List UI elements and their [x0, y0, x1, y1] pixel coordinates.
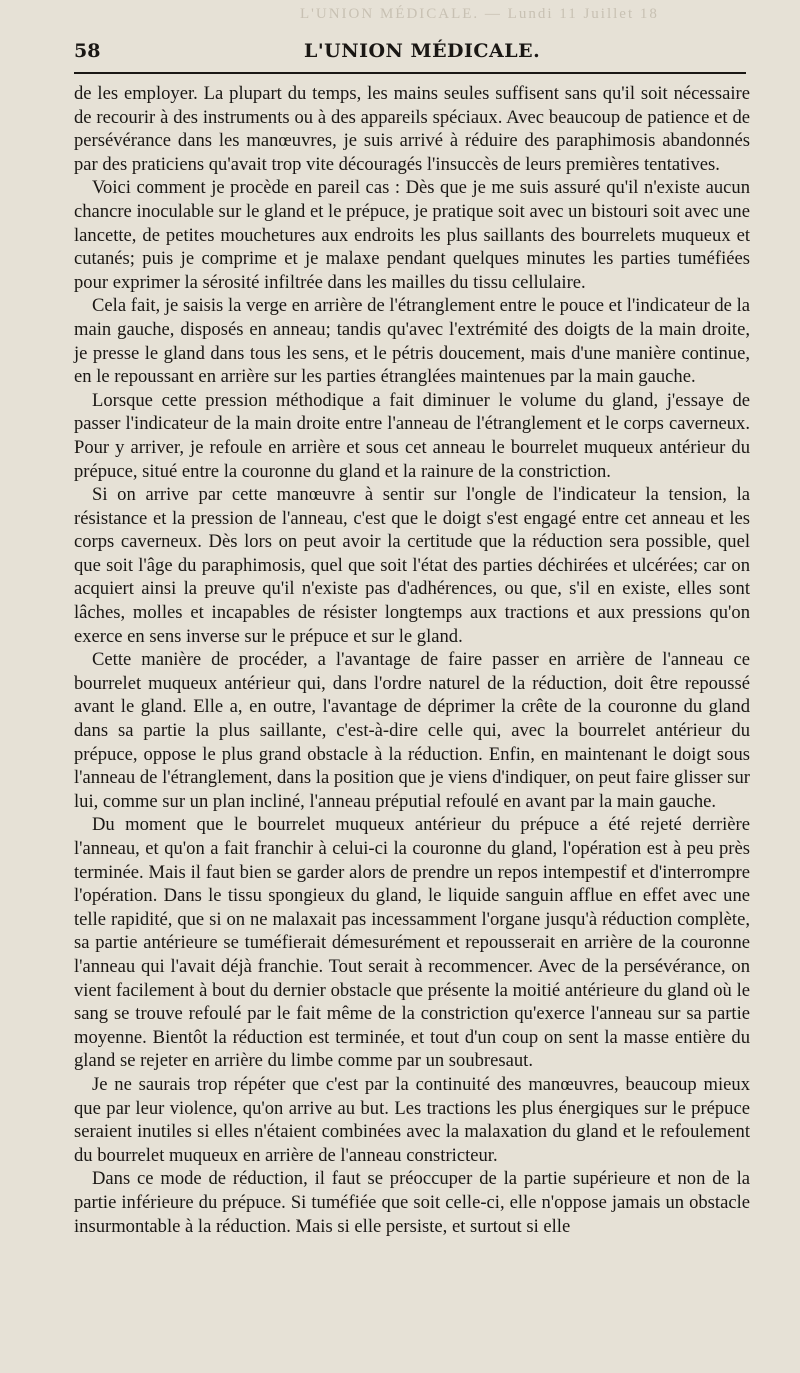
paragraph-7: Du moment que le bourrelet muqueux antérieur du prépuce a été rejeté derrière l'anneau, et qu'on a fait franchir à celui-ci la couronne du gland, l'opération est à peu près terminée. Mais il faut bien se garder alors de prendre un repos intempestif et d'interrompre l'opération. Dans le tissu spongieux du gland, le liquide sanguin afflue en effet avec une telle rapidité, que si on ne malaxait pas incessamment l'organe jusqu'à réduction complète, sa partie antérieure se tuméfierait démesurément et repousserait en arrière de la couronne l'anneau qui l'avait déjà franchie. Tout serait à recommencer. Avec de la persévérance, on vient facilement à bout du dernier obstacle que présente la moitié antérieure du gland où le sang se trouve refoulé par le fait même de la constriction qu'exerce l'anneau sur sa partie moyenne. Bientôt la réduction est terminée, et tout d'un coup on sent la masse entière du gland se rejeter en arrière du limbe comme par un soubresaut. [74, 814, 750, 1072]
paragraph-5: Si on arrive par cette manœuvre à sentir sur l'ongle de l'indicateur la tension, la résistance et la pression de l'anneau, c'est que le doigt s'est engagé entre cet anneau et les corps caverneux. Dès lors on peut avoir la certitude que la réduction sera possible, quel que soit l'âge du paraphimosis, quel que soit l'état des parties déchirées et ulcérées; car on acquiert ainsi la preuve qu'il n'existe pas d'adhérences, ou que, s'il en existe, elles sont lâches, molles et incapables de résister longtemps aux tractions et aux pressions qu'on exerce en sens inverse sur le prépuce et sur le gland. [74, 484, 750, 647]
paragraph-8: Je ne saurais trop répéter que c'est par la continuité des manœuvres, beaucoup mieux que par leur violence, qu'on arrive au but. Les tractions les plus énergiques sur le prépuce seraient inutiles si elles n'étaient combinées avec la malaxation du gland et le refoulement du bourrelet muqueux en arrière de l'anneau constricteur. [74, 1073, 750, 1166]
paragraph-4: Lorsque cette pression méthodique a fait diminuer le volume du gland, j'essaye de passer l'indicateur de la main droite entre l'anneau de l'étranglement et le corps caverneux. Pour y arriver, je refoule en arrière et sous cet anneau le bourrelet muqueux antérieur du prépuce, situé entre la couronne du gland et la rainure de la constriction. [74, 389, 750, 482]
paragraph-1: de les employer. La plupart du temps, les mains seules suffisent sans qu'il soit nécessaire de recourir à des instruments ou à des appareils spéciaux. Avec beaucoup de patience et de persévérance dans les manœuvres, je suis arrivé à réduire des paraphimosis abandonnés par des praticiens qu'avait trop vite découragés l'insuccès de leurs premières tentatives. [74, 83, 750, 175]
paragraph-2: Voici comment je procède en pareil cas : Dès que je me suis assuré qu'il n'existe aucun chancre inoculable sur le gland et le prépuce, je pratique soit avec un bistouri soit avec une lancette, de petites mouchetures aux endroits les plus saillants des bourrelets muqueux et cutanés; puis je comprime et je malaxe pendant quelques minutes les parties tuméfiées pour exprimer la sérosité infiltrée dans les mailles du tissu cellulaire. [74, 177, 750, 293]
paragraph-6: Cette manière de procéder, a l'avantage de faire passer en arrière de l'anneau ce bourrelet muqueux antérieur qui, dans l'ordre naturel de la réduction, doit être repoussé avant le gland. Elle a, en outre, l'avantage de déprimer la crête de la couronne du gland dans sa partie la plus saillante, c'est-à-dire celle qui, avec la bourrelet antérieur du prépuce, oppose le plus grand obstacle à la réduction. Enfin, en maintenant le doigt sous l'anneau de l'étranglement, dans la position que je viens d'indiquer, on peut faire glisser sur lui, comme sur un plan incliné, l'anneau préputial refoulé en avant par la main gauche. [74, 649, 750, 812]
journal-title: L'UNION MÉDICALE. [304, 40, 541, 62]
paragraph-3: Cela fait, je saisis la verge en arrière de l'étranglement entre le pouce et l'indicateur de la main gauche, disposés en anneau; tandis qu'avec l'extrémité des doigts de la main droite, je presse le gland dans tous les sens, et le pétris doucement, mais d'une manière continue, en le repoussant en arrière sur les parties étranglées maintenues par la main gauche. [74, 295, 750, 388]
bleed-through-text: L'UNION MÉDICALE. — Lundi 11 Juillet 18 [300, 6, 659, 22]
page-number: 58 [74, 40, 101, 62]
header-rule [74, 72, 746, 74]
article-body [74, 82, 750, 1238]
paragraph-9: Dans ce mode de réduction, il faut se préoccuper de la partie supérieure et non de la partie inférieure du prépuce. Si tuméfiée que soit celle-ci, elle n'oppose jamais un obstacle insurmontable à la réduction. Mais si elle persiste, et surtout si elle [74, 1168, 750, 1237]
page-header [74, 40, 754, 70]
